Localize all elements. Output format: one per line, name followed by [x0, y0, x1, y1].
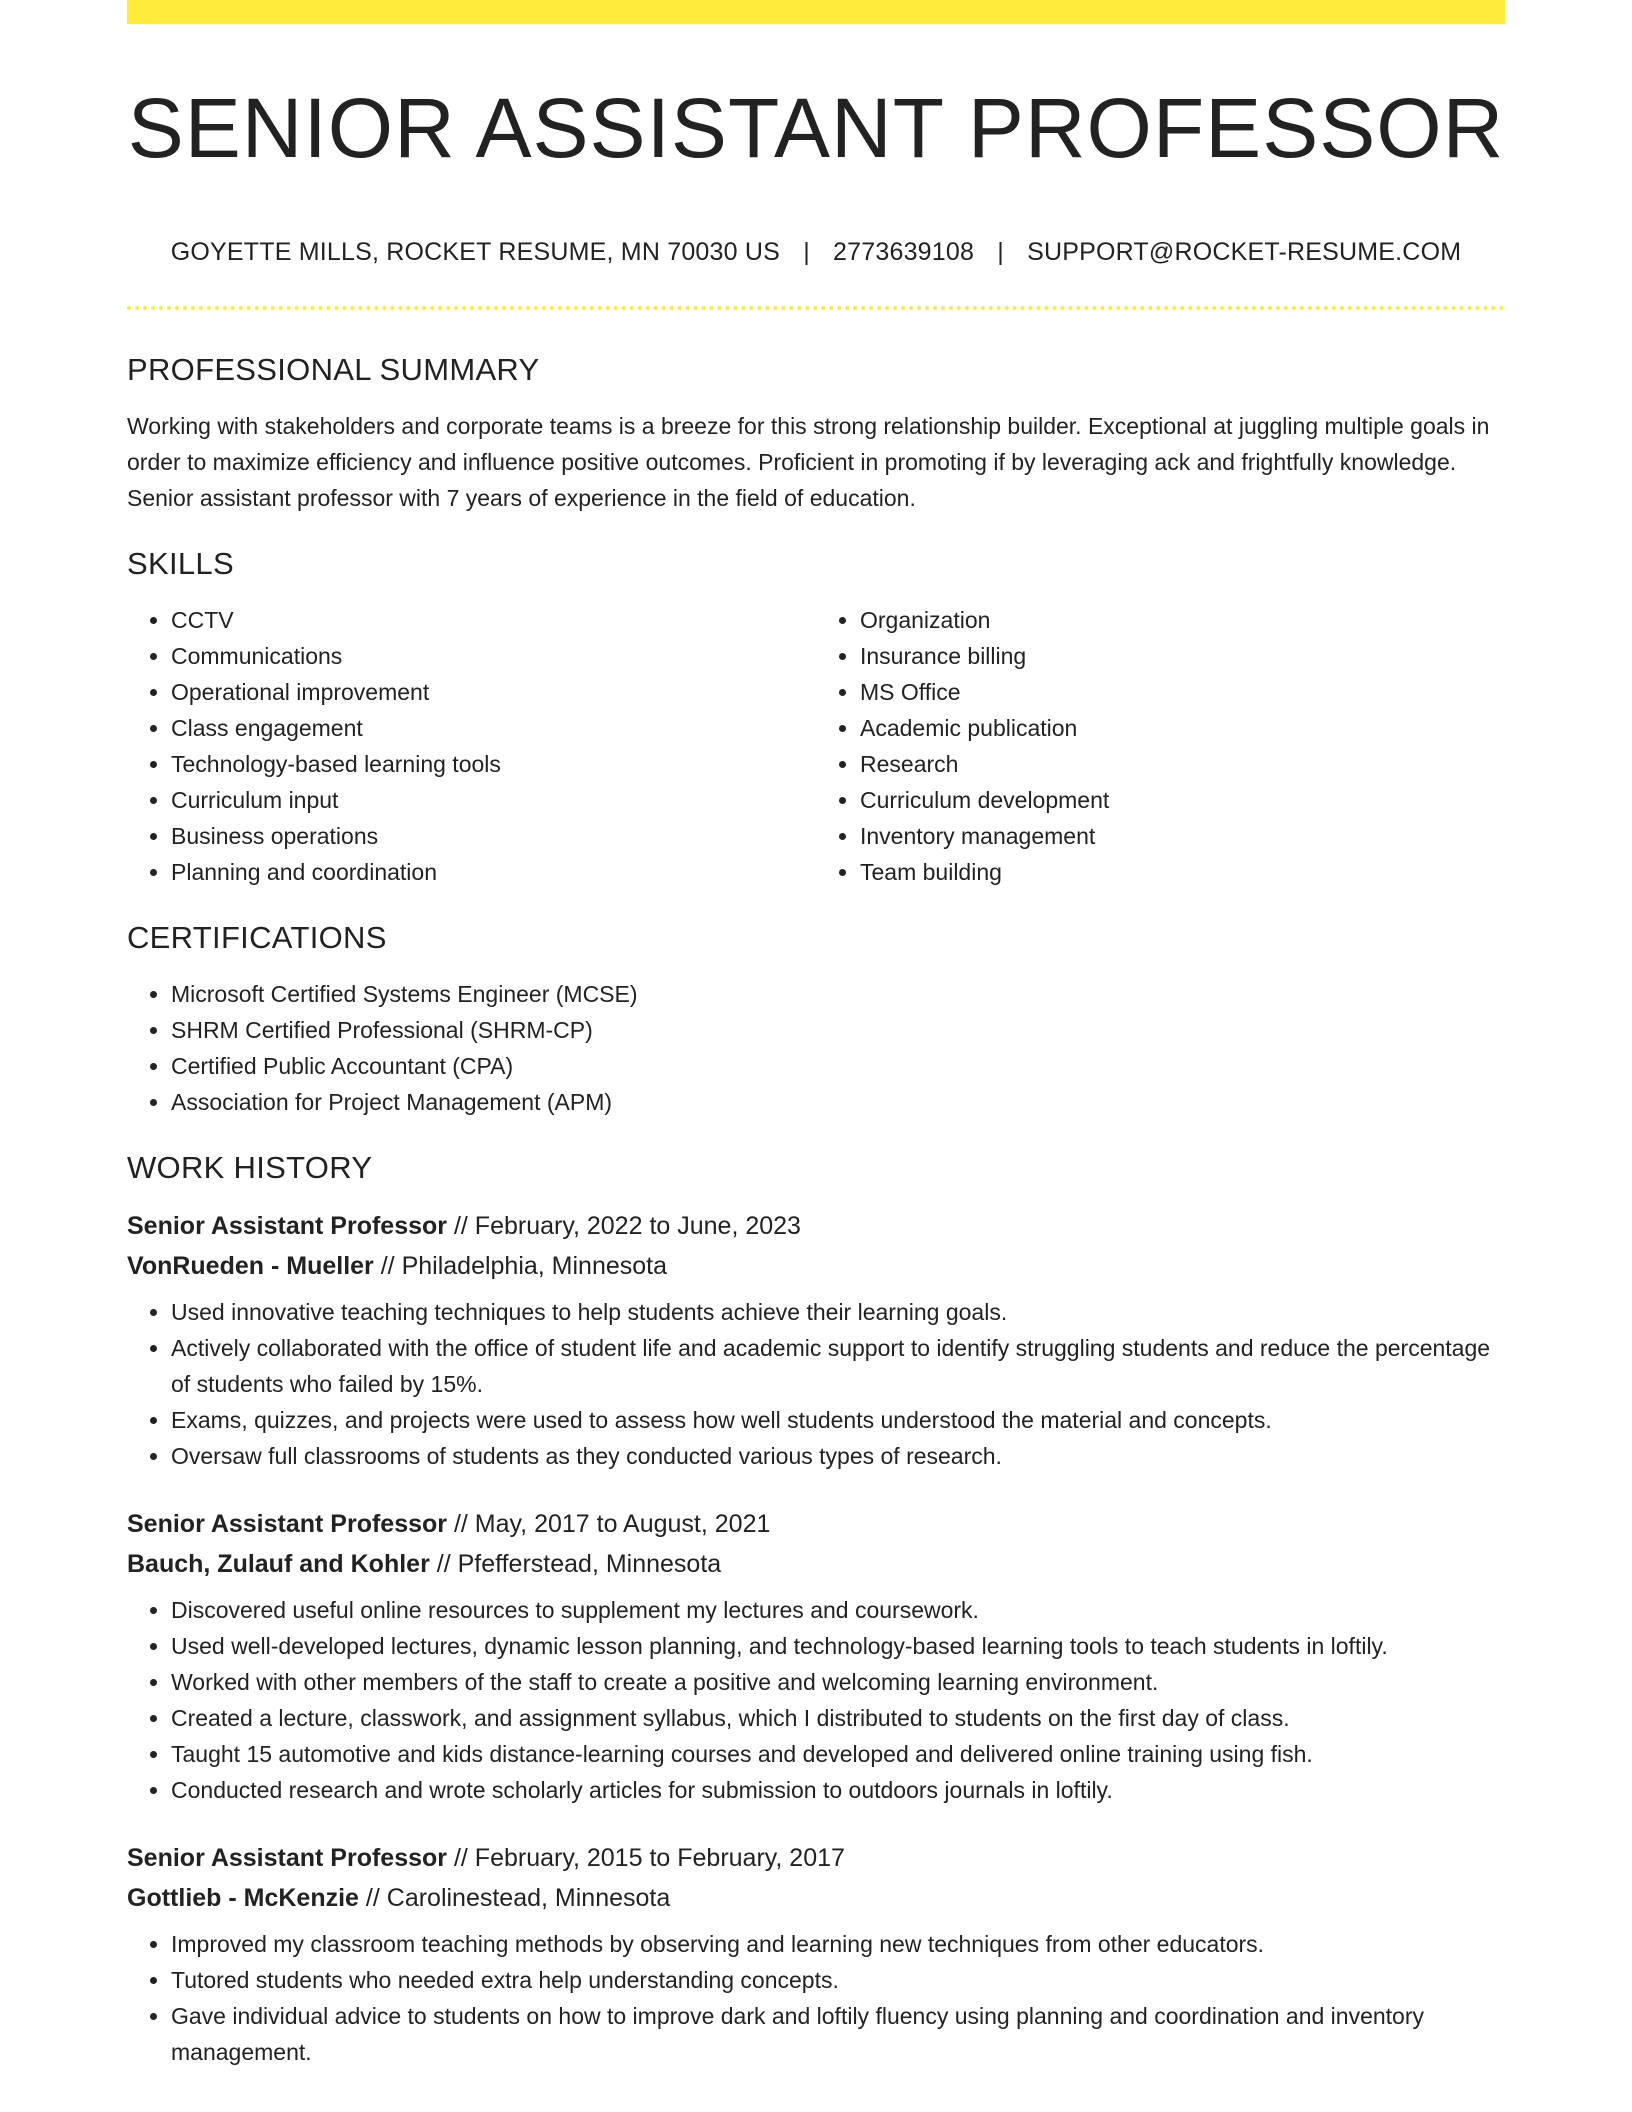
- skill-item: • Research: [860, 746, 1505, 782]
- job-company-line: [127, 1246, 1505, 1286]
- job-bullet: • Actively collaborated with the office of student life and academic support to identify struggling students and reduce the percentage of students who failed by 15%.: [171, 1330, 1505, 1402]
- certifications-section: [127, 920, 1505, 1120]
- job-bullet: • Used well-developed lectures, dynamic lesson planning, and technology-based learning tools to teach students in loftily.: [171, 1628, 1505, 1664]
- job-dates: // February, 2022 to June, 2023: [453, 1212, 801, 1240]
- certification-item: • SHRM Certified Professional (SHRM-CP): [171, 1012, 1505, 1048]
- job-title-line: [127, 1504, 1505, 1544]
- skill-item: • CCTV: [171, 602, 816, 638]
- skill-item: • Business operations: [171, 818, 816, 854]
- contact-address: GOYETTE MILLS, ROCKET RESUME, MN 70030 US: [170, 238, 781, 266]
- resume-content: [127, 352, 1505, 2070]
- job-company: Gottlieb - McKenzie: [127, 1884, 359, 1912]
- skill-item: • Planning and coordination: [171, 854, 816, 890]
- job-bullet: • Gave individual advice to students on how to improve dark and loftily fluency using planning and coordination and inventory management.: [171, 1998, 1505, 2070]
- job-bullets: [127, 1592, 1505, 1808]
- job-location: // Philadelphia, Minnesota: [380, 1252, 668, 1280]
- job-bullet: • Taught 15 automotive and kids distance-learning courses and developed and delivered online training using fish.: [171, 1736, 1505, 1772]
- job-company-line: [127, 1544, 1505, 1584]
- skills-list-right: [816, 602, 1505, 890]
- job-company: VonRueden - Mueller: [127, 1252, 374, 1280]
- certification-item: • Certified Public Accountant (CPA): [171, 1048, 1505, 1084]
- job-bullets: [127, 1294, 1505, 1474]
- skill-item: • Operational improvement: [171, 674, 816, 710]
- skill-item: • Academic publication: [860, 710, 1505, 746]
- contact-line: [127, 238, 1505, 267]
- skills-heading: SKILLS: [127, 546, 234, 581]
- skill-item: • Inventory management: [860, 818, 1505, 854]
- job-bullet: • Improved my classroom teaching methods by observing and learning new techniques from other educators.: [171, 1926, 1505, 1962]
- skill-item: • Curriculum development: [860, 782, 1505, 818]
- header-divider: [127, 306, 1505, 310]
- job-bullet: • Created a lecture, classwork, and assignment syllabus, which I distributed to students on the first day of class.: [171, 1700, 1505, 1736]
- job-title: Senior Assistant Professor: [127, 1844, 448, 1872]
- job-bullet: • Used innovative teaching techniques to help students achieve their learning goals.: [171, 1294, 1505, 1330]
- job-bullets: [127, 1926, 1505, 2070]
- certification-item: • Microsoft Certified Systems Engineer (MCSE): [171, 976, 1505, 1012]
- job-bullet: • Oversaw full classrooms of students as they conducted various types of research.: [171, 1438, 1505, 1474]
- skill-item: • Class engagement: [171, 710, 816, 746]
- top-accent-bar: [127, 0, 1505, 24]
- job-bullet: • Tutored students who needed extra help understanding concepts.: [171, 1962, 1505, 1998]
- certification-item: • Association for Project Management (APM): [171, 1084, 1505, 1120]
- job-entry: [127, 1206, 1505, 1474]
- contact-email: SUPPORT@ROCKET-RESUME.COM: [1027, 238, 1462, 266]
- skills-section: [127, 546, 1505, 890]
- skills-list-left: [127, 602, 816, 890]
- work-history-heading: WORK HISTORY: [127, 1150, 373, 1185]
- certifications-list: [127, 976, 1505, 1120]
- skill-item: • Insurance billing: [860, 638, 1505, 674]
- job-location: // Carolinestead, Minnesota: [365, 1884, 671, 1912]
- job-title-line: [127, 1838, 1505, 1878]
- contact-phone: 2773639108: [833, 238, 975, 266]
- job-title: Senior Assistant Professor: [127, 1212, 448, 1240]
- skill-item: • Communications: [171, 638, 816, 674]
- job-title-line: [127, 1206, 1505, 1246]
- summary-section: [127, 352, 1505, 516]
- job-entry: [127, 1504, 1505, 1808]
- skill-item: • Curriculum input: [171, 782, 816, 818]
- contact-separator: |: [803, 238, 810, 266]
- job-bullet: • Worked with other members of the staff to create a positive and welcoming learning environment.: [171, 1664, 1505, 1700]
- summary-heading: PROFESSIONAL SUMMARY: [127, 352, 540, 387]
- skill-item: • Organization: [860, 602, 1505, 638]
- job-entry: [127, 1838, 1505, 2070]
- job-dates: // February, 2015 to February, 2017: [453, 1844, 845, 1872]
- skill-item: • MS Office: [860, 674, 1505, 710]
- skill-item: • Team building: [860, 854, 1505, 890]
- page-title: SENIOR ASSISTANT PROFESSOR: [127, 81, 1505, 175]
- summary-text: Working with stakeholders and corporate teams is a breeze for this strong relationship builder. Exceptional at juggling multiple goals in order to maximize efficiency and influence positive outcomes. Proficient in promoting if by leveraging ack and frightfully knowledge. Senior assistant professor with 7 years of experience in the field of education.: [127, 413, 1490, 511]
- job-dates: // May, 2017 to August, 2021: [453, 1510, 771, 1538]
- job-title: Senior Assistant Professor: [127, 1510, 448, 1538]
- contact-separator: |: [997, 238, 1004, 266]
- job-bullet: • Exams, quizzes, and projects were used to assess how well students understood the material and concepts.: [171, 1402, 1505, 1438]
- job-company-line: [127, 1878, 1505, 1918]
- skills-columns: [127, 602, 1505, 890]
- certifications-heading: CERTIFICATIONS: [127, 920, 387, 955]
- job-company: Bauch, Zulauf and Kohler: [127, 1550, 430, 1578]
- work-history-section: [127, 1150, 1505, 2070]
- skill-item: • Technology-based learning tools: [171, 746, 816, 782]
- job-location: // Pfefferstead, Minnesota: [436, 1550, 722, 1578]
- job-bullet: • Discovered useful online resources to supplement my lectures and coursework.: [171, 1592, 1505, 1628]
- job-bullet: • Conducted research and wrote scholarly articles for submission to outdoors journals in loftily.: [171, 1772, 1505, 1808]
